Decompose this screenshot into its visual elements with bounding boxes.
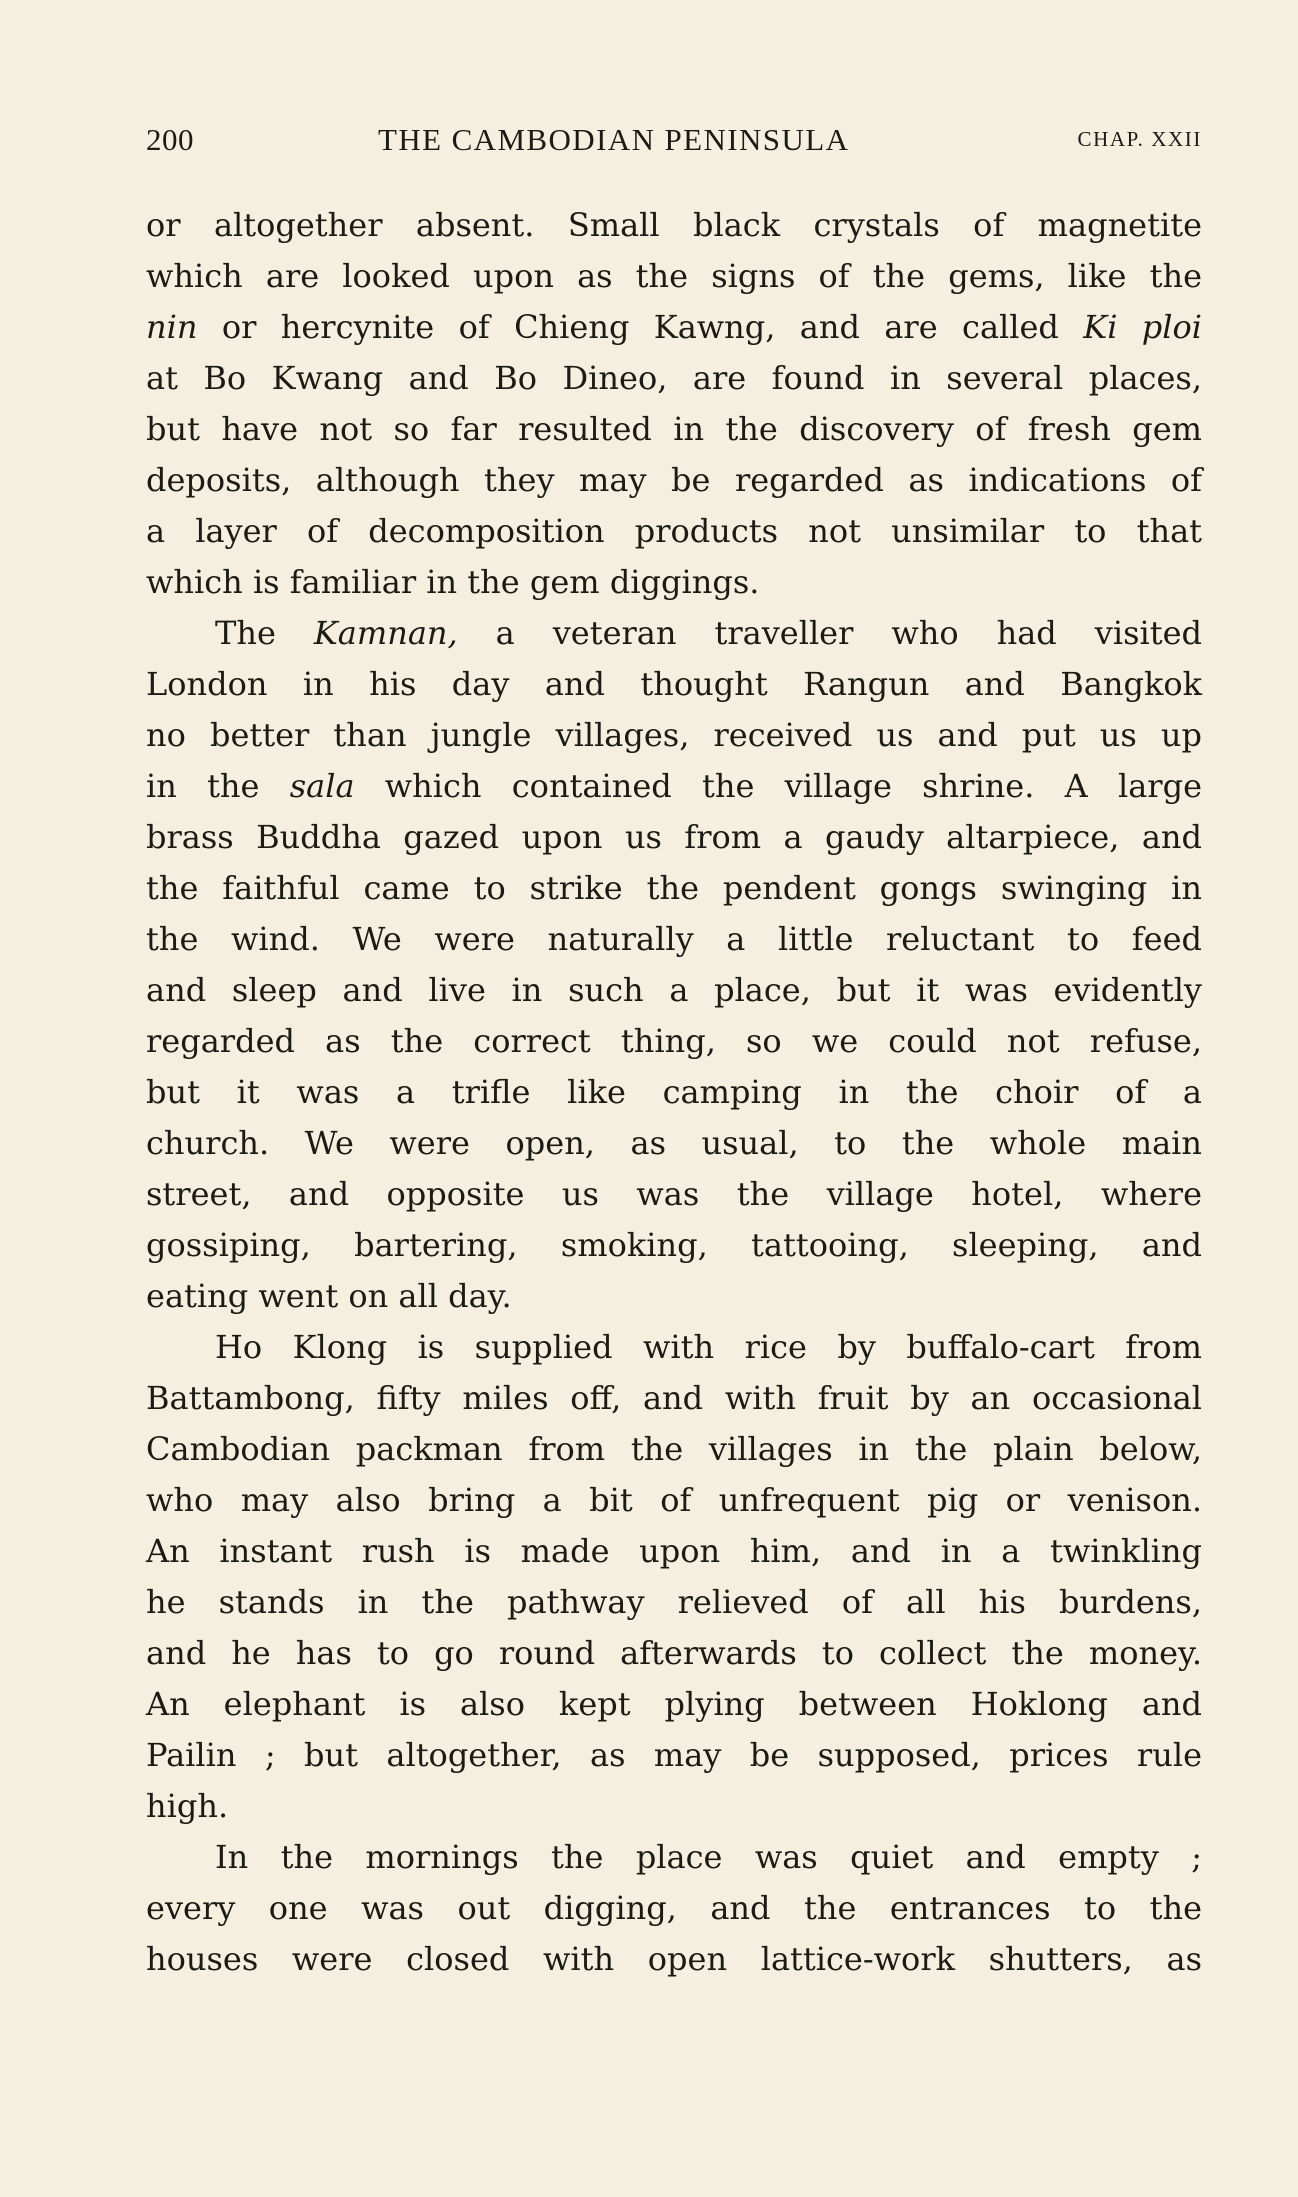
text-line [146,761,1202,812]
text-line: An elephant is also kept plying between Hoklong and [146,1685,1202,1723]
text-line: and sleep and live in such a place, but it was evidently [146,971,1202,1009]
text-line: but it was a trifle like camping in the choir of a [146,1073,1202,1111]
text-line: deposits, although they may be regarded as indications of [146,461,1202,499]
italic-term: Ki ploi [1083,308,1203,346]
text-line: Battambong, fifty miles off, and with fruit by an occasional [146,1379,1202,1417]
italic-term: Kamnan, [313,614,458,652]
text-line: brass Buddha gazed upon us from a gaudy altarpiece, and [146,818,1202,856]
text-line: high. [146,1787,229,1825]
text-line: who may also bring a bit of unfrequent pig or venison. [146,1481,1202,1519]
body-text [146,200,1202,1985]
text-line: gossiping, bartering, smoking, tattooing, sleeping, and [146,1226,1202,1264]
text-line: Ho Klong is supplied with rice by buffalo-cart from [215,1328,1202,1366]
text-segment: The [215,614,314,652]
text-line: church. We were open, as usual, to the whole main [146,1124,1202,1162]
text-line: houses were closed with open lattice-work shutters, as [146,1940,1202,1978]
text-line: London in his day and thought Rangun and Bangkok [146,665,1202,703]
text-line: or altogether absent. Small black crystals of magnetite [146,206,1202,244]
chapter-reference: CHAP. XXII [1077,127,1202,151]
text-line: but have not so far resulted in the discovery of fresh gem [146,410,1202,448]
text-line: which are looked upon as the signs of the gems, like the [146,257,1202,295]
text-line: In the mornings the place was quiet and empty ; [215,1838,1202,1876]
text-line: street, and opposite us was the village hotel, where [146,1175,1202,1213]
running-header [146,122,1202,166]
text-line [146,608,1202,659]
text-segment: in the [146,767,290,805]
text-line: a layer of decomposition products not unsimilar to that [146,512,1202,550]
text-segment: or hercynite of Chieng Kawng, and are called [197,308,1084,346]
italic-term: sala [289,767,355,805]
text-line: no better than jungle villages, received us and put us up [146,716,1202,754]
text-line: Cambodian packman from the villages in the plain below, [146,1430,1202,1468]
text-line: the faithful came to strike the pendent gongs swinging in [146,869,1202,907]
text-segment: a veteran traveller who had visited [457,614,1203,652]
text-line: Pailin ; but altogether, as may be supposed, prices rule [146,1736,1202,1774]
text-line: which is familiar in the gem diggings. [146,563,760,601]
text-line [146,302,1202,353]
text-line: he stands in the pathway relieved of all his burdens, [146,1583,1202,1621]
page-number: 200 [146,122,194,157]
text-line: every one was out digging, and the entrances to the [146,1889,1202,1927]
text-line: eating went on all day. [146,1277,512,1315]
text-line: and he has to go round afterwards to collect the money. [146,1634,1202,1672]
text-line: regarded as the correct thing, so we could not refuse, [146,1022,1202,1060]
running-title: THE CAMBODIAN PENINSULA [378,122,850,157]
italic-term: nin [146,308,198,346]
text-line: the wind. We were naturally a little reluctant to feed [146,920,1202,958]
text-segment: which contained the village shrine. A large [354,767,1203,805]
text-line: An instant rush is made upon him, and in a twinkling [146,1532,1202,1570]
text-line: at Bo Kwang and Bo Dineo, are found in several places, [146,359,1202,397]
